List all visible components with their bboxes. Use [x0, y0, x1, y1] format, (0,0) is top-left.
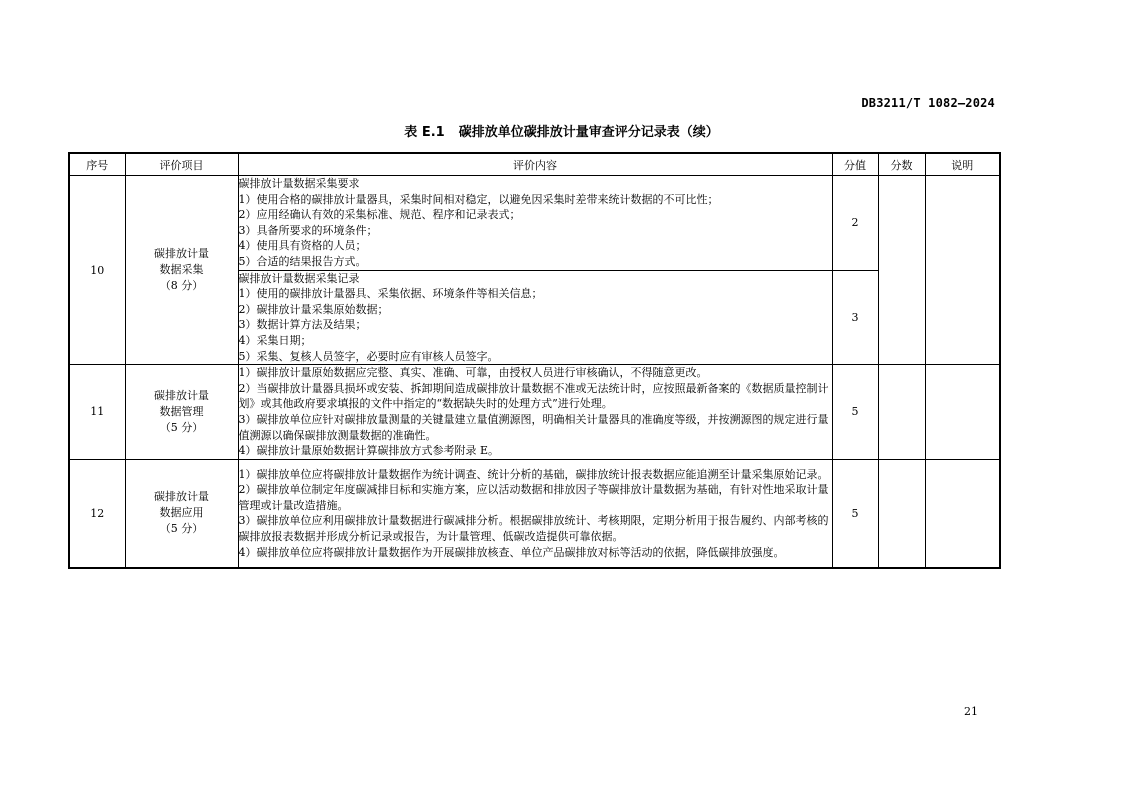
remark-cell[interactable]: [925, 459, 1000, 568]
content-line: 5）采集、复核人员签字，必要时应有审核人员签字。: [238, 349, 499, 363]
content-line: 3）碳排放单位应针对碳排放量测量的关键量建立量值溯源图，明确相关计量器具的准确度等级，并按溯源图的规定进行量值溯源以确保碳排放测量数据的准确性。: [238, 412, 829, 442]
content-heading: 碳排放计量数据采集要求: [238, 177, 360, 190]
document-code: DB3211/T 1082—2024: [861, 96, 995, 110]
evaluation-item-cell: [125, 365, 238, 460]
item-name-line: 碳排放计量: [154, 490, 209, 504]
content-line: 4）使用具有资格的人员；: [238, 239, 367, 253]
column-header-value: 分值: [832, 153, 878, 176]
point-value-cell: 3: [832, 270, 878, 365]
item-points-line: （5 分）: [159, 420, 204, 434]
evaluation-content-cell: [238, 459, 832, 568]
content-heading: 碳排放计量数据采集记录: [238, 271, 360, 285]
content-line: 2）碳排放计量采集原始数据；: [238, 302, 389, 316]
score-cell[interactable]: [878, 365, 925, 460]
content-line: 4）碳排放计量原始数据计算碳排放方式参考附录 E。: [238, 444, 500, 458]
content-line: 3）碳排放单位应利用碳排放计量数据进行碳减排分析。根据碳排放统计、考核期限，定期分析用于报告履约、内部考核的碳排放报表数据并形成分析记录或报告，为计量管理、低碳改造提供可靠依据。: [238, 514, 829, 544]
content-line: 2）应用经确认有效的采集标准、规范、程序和记录表式；: [238, 208, 521, 222]
point-value-cell: 2: [832, 176, 878, 271]
row-number-cell: 11: [69, 365, 125, 460]
table-row: [69, 176, 1000, 271]
content-line: 3）数据计算方法及结果；: [238, 318, 367, 332]
column-header-item: 评价项目: [125, 153, 238, 176]
column-header-content: 评价内容: [238, 153, 832, 176]
item-name-line: 数据应用: [159, 506, 204, 520]
evaluation-content-cell: [238, 270, 832, 365]
remark-cell[interactable]: [925, 365, 1000, 460]
evaluation-content-cell: [238, 176, 832, 271]
point-value-cell: 5: [832, 365, 878, 460]
table-row: [69, 459, 1000, 568]
content-line: 1）使用合格的碳排放计量器具，采集时间相对稳定，以避免因采集时差带来统计数据的不可比性；: [238, 192, 719, 206]
content-line: 5）合适的结果报告方式。: [238, 254, 367, 268]
content-line: 3）具备所要求的环境条件；: [238, 223, 378, 237]
column-header-score: 分数: [878, 153, 925, 176]
evaluation-item-cell: [125, 176, 238, 365]
content-line: 1）使用的碳排放计量器具、采集依据、环境条件等相关信息；: [238, 287, 543, 301]
item-name-line: 碳排放计量: [154, 388, 209, 402]
score-cell[interactable]: [878, 459, 925, 568]
item-name-line: 数据采集: [159, 263, 204, 277]
table-title-label: 表 E.1: [404, 125, 445, 140]
score-record-table: [68, 152, 1001, 569]
item-points-line: （8 分）: [159, 279, 204, 293]
table-title: [0, 121, 1123, 140]
row-number-cell: 12: [69, 459, 125, 568]
evaluation-item-cell: [125, 459, 238, 568]
content-line: 1）碳排放单位应将碳排放计量数据作为统计调查、统计分析的基础，碳排放统计报表数据应能追溯至计量采集原始记录。: [238, 467, 829, 481]
item-name-line: 碳排放计量: [154, 247, 209, 261]
page-number: 21: [964, 705, 978, 718]
table-title-text: 碳排放单位碳排放计量审查评分记录表（续）: [458, 125, 719, 140]
item-points-line: （5 分）: [159, 522, 204, 536]
evaluation-content-cell: [238, 365, 832, 460]
score-cell[interactable]: [878, 176, 925, 365]
content-line: 1）碳排放计量原始数据应完整、真实、准确、可靠，由授权人员进行审核确认，不得随意更改。: [238, 366, 708, 380]
row-number-cell: 10: [69, 176, 125, 365]
content-line: 4）碳排放单位应将碳排放计量数据作为开展碳排放核查、单位产品碳排放对标等活动的依据，降低碳排放强度。: [238, 545, 785, 559]
column-header-no: 序号: [69, 153, 125, 176]
content-line: 4）采集日期；: [238, 333, 312, 347]
item-name-line: 数据管理: [159, 404, 204, 418]
content-line: 2）当碳排放计量器具损坏或安装、拆卸期间造成碳排放计量数据不准或无法统计时，应按照最新备案的《数据质量控制计划》或其他政府要求填报的文件中指定的“数据缺失时的处理方式”进行处理。: [238, 381, 829, 411]
table-header-row: [69, 153, 1000, 176]
column-header-remark: 说明: [925, 153, 1000, 176]
content-line: 2）碳排放单位制定年度碳减排目标和实施方案，应以活动数据和排放因子等碳排放计量数据为基础，有针对性地采取计量管理或计量改造措施。: [238, 483, 829, 512]
table-row: [69, 365, 1000, 460]
point-value-cell: 5: [832, 459, 878, 568]
remark-cell[interactable]: [925, 176, 1000, 365]
